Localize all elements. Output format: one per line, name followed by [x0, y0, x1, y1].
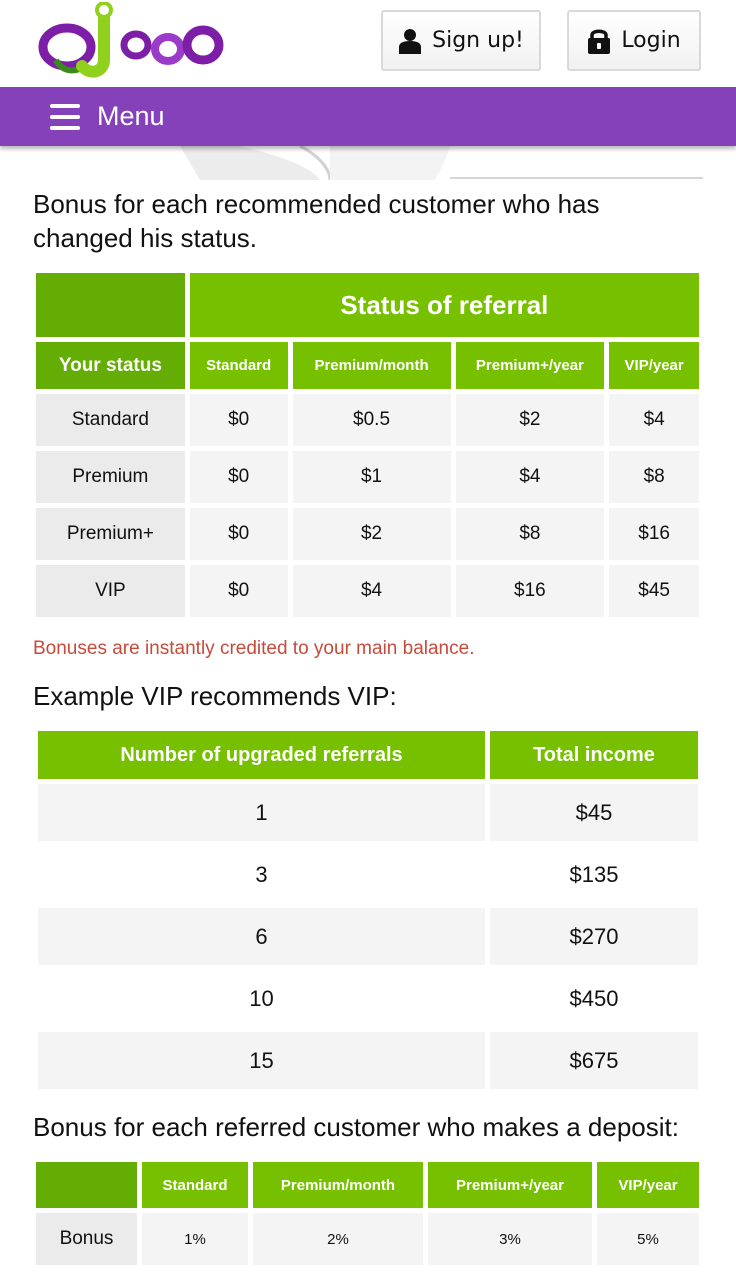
- example-title: Example VIP recommends VIP:: [33, 681, 397, 711]
- table-cell: $45: [490, 784, 698, 841]
- table-cell: $0: [190, 394, 288, 446]
- table-cell: $16: [456, 565, 605, 617]
- lock-icon: [587, 27, 611, 55]
- table-title: Status of referral: [190, 273, 699, 337]
- table-cell: $2: [456, 394, 605, 446]
- table-row: [38, 784, 698, 841]
- status-bonus-table: [31, 268, 704, 622]
- row-label: VIP: [36, 565, 185, 617]
- column-header: Premium/month: [293, 342, 451, 389]
- example-table: [33, 726, 703, 1094]
- user-icon: [398, 28, 422, 54]
- hero-image-fragment: [180, 146, 703, 180]
- column-header: Premium+/year: [428, 1162, 592, 1208]
- table-cell: $8: [609, 451, 699, 503]
- menu-bar[interactable]: [0, 87, 736, 146]
- site-logo[interactable]: [38, 2, 228, 80]
- table-row: [36, 565, 699, 617]
- table-cell: $45: [609, 565, 699, 617]
- deposit-bonus-title: Bonus for each referred customer who makes a deposit:: [33, 1112, 679, 1142]
- column-header: VIP/year: [609, 342, 699, 389]
- column-header: Standard: [142, 1162, 248, 1208]
- table-cell: 5%: [597, 1213, 699, 1265]
- bonus-note: Bonuses are instantly credited to your main balance.: [33, 638, 475, 659]
- table-cell: $1: [293, 451, 451, 503]
- column-header: VIP/year: [597, 1162, 699, 1208]
- table-cell: $2: [293, 508, 451, 560]
- table-cell: $135: [490, 846, 698, 903]
- table-cell: 2%: [253, 1213, 423, 1265]
- column-header: Total income: [490, 731, 698, 779]
- table-cell: $270: [490, 908, 698, 965]
- site-header: [0, 0, 736, 87]
- login-label: Login: [621, 28, 681, 53]
- table-row: [36, 1213, 699, 1265]
- row-label: Bonus: [36, 1213, 137, 1265]
- table-corner: [36, 1162, 137, 1208]
- deposit-bonus-table: [31, 1157, 704, 1270]
- status-bonus-title: Bonus for each recommended customer who has changed his status.: [33, 189, 600, 253]
- table-cell: 3%: [428, 1213, 592, 1265]
- row-label: Standard: [36, 394, 185, 446]
- signup-label: Sign up!: [432, 28, 524, 53]
- table-cell: $0: [190, 451, 288, 503]
- column-header: Number of upgraded referrals: [38, 731, 485, 779]
- row-label: Premium+: [36, 508, 185, 560]
- menu-label: Menu: [97, 101, 165, 131]
- table-cell: $16: [609, 508, 699, 560]
- row-header: Your status: [36, 342, 185, 389]
- table-cell: $8: [456, 508, 605, 560]
- table-cell: 1: [38, 784, 485, 841]
- login-button[interactable]: [567, 10, 701, 71]
- table-cell: $4: [293, 565, 451, 617]
- table-corner: [36, 273, 185, 337]
- signup-button[interactable]: [381, 10, 541, 71]
- table-cell: $4: [609, 394, 699, 446]
- table-cell: $450: [490, 970, 698, 1027]
- table-row: [36, 508, 699, 560]
- column-header: Standard: [190, 342, 288, 389]
- table-cell: $0.5: [293, 394, 451, 446]
- table-cell: 6: [38, 908, 485, 965]
- table-row: [36, 394, 699, 446]
- table-row: [38, 1032, 698, 1089]
- table-cell: 10: [38, 970, 485, 1027]
- table-cell: $675: [490, 1032, 698, 1089]
- table-row: [38, 908, 698, 965]
- table-cell: 15: [38, 1032, 485, 1089]
- table-cell: $4: [456, 451, 605, 503]
- table-cell: $0: [190, 565, 288, 617]
- table-row: [36, 451, 699, 503]
- table-cell: 3: [38, 846, 485, 903]
- row-label: Premium: [36, 451, 185, 503]
- column-header: Premium+/year: [456, 342, 605, 389]
- hamburger-icon: [50, 104, 80, 130]
- column-header: Premium/month: [253, 1162, 423, 1208]
- table-row: [38, 846, 698, 903]
- table-row: [38, 970, 698, 1027]
- table-cell: 1%: [142, 1213, 248, 1265]
- table-cell: $0: [190, 508, 288, 560]
